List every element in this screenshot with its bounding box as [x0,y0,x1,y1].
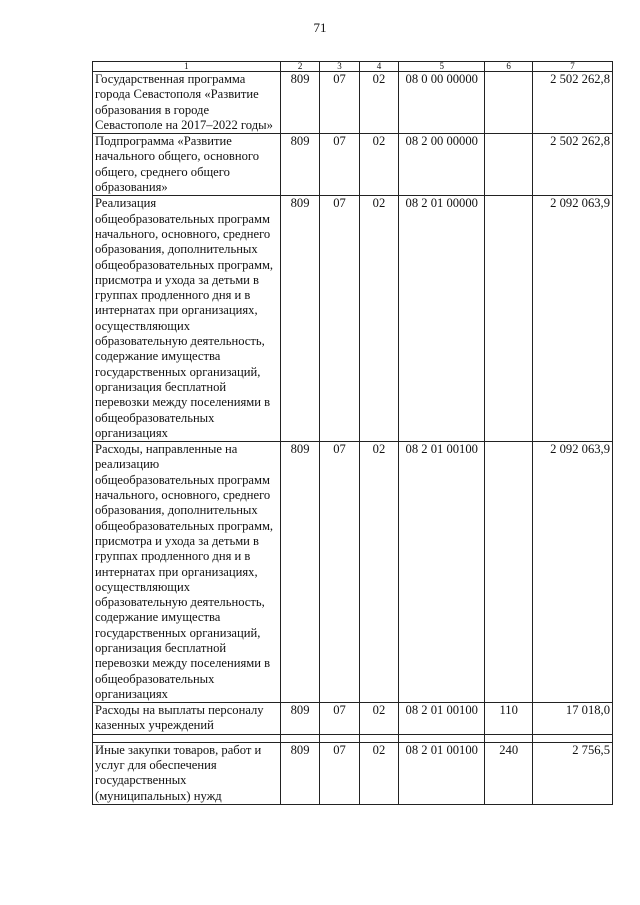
row-subsection: 02 [359,703,398,735]
row-section: 07 [320,72,359,134]
page-number: 71 [313,20,327,35]
row-section: 07 [320,742,359,804]
row-subsection: 02 [359,196,398,442]
row-amount: 2 502 262,8 [533,72,613,134]
column-header-3: 3 [320,62,359,72]
column-header-7: 7 [533,62,613,72]
row-ministry-code: 809 [280,703,319,735]
row-name: Расходы на выплаты персоналу казенных учреждений [93,703,281,735]
table-header-row [93,62,613,72]
table-row [93,134,613,196]
row-target-article: 08 2 01 00100 [399,742,485,804]
row-target-article: 08 2 01 00100 [399,442,485,703]
column-header-4: 4 [359,62,398,72]
row-amount: 2 502 262,8 [533,134,613,196]
separator-cell [485,734,533,742]
row-separator [93,734,613,742]
row-target-article: 08 2 01 00100 [399,703,485,735]
separator-cell [93,734,281,742]
row-expense-type: 240 [485,742,533,804]
table-row [93,742,613,804]
row-subsection: 02 [359,442,398,703]
row-amount: 2 756,5 [533,742,613,804]
row-subsection: 02 [359,742,398,804]
row-ministry-code: 809 [280,72,319,134]
separator-cell [280,734,319,742]
row-ministry-code: 809 [280,442,319,703]
row-section: 07 [320,442,359,703]
row-expense-type [485,134,533,196]
separator-cell [320,734,359,742]
row-expense-type: 110 [485,703,533,735]
table-row [93,196,613,442]
row-name: Подпрограмма «Развитие начального общего, основного общего, среднего общего образования» [93,134,281,196]
row-expense-type [485,442,533,703]
row-section: 07 [320,134,359,196]
row-section: 07 [320,196,359,442]
row-name: Государственная программа города Севастополя «Развитие образования в городе Севастополе на 2017–2022 годы» [93,72,281,134]
column-header-6: 6 [485,62,533,72]
row-subsection: 02 [359,134,398,196]
row-name: Иные закупки товаров, работ и услуг для обеспечения государственных (муниципальных) нужд [93,742,281,804]
row-amount: 17 018,0 [533,703,613,735]
row-section: 07 [320,703,359,735]
row-target-article: 08 2 00 00000 [399,134,485,196]
row-amount: 2 092 063,9 [533,196,613,442]
table-row [93,442,613,703]
table-row [93,72,613,134]
separator-cell [399,734,485,742]
row-subsection: 02 [359,72,398,134]
table-row [93,703,613,735]
budget-table [92,61,613,805]
column-header-2: 2 [280,62,319,72]
column-header-1: 1 [93,62,281,72]
separator-cell [359,734,398,742]
row-ministry-code: 809 [280,196,319,442]
row-name: Реализация общеобразовательных программ начального, основного, среднего образования, дополнительных общеобразовательных программ, присмотра и ухода за детьми в группах продленного дня и в интернатах при организациях, осуществляющих образовательную деятельность, содержание имущества государственных организаций, организация бесплатной перевозки между поселениями в общеобразовательных организациях [93,196,281,442]
row-expense-type [485,72,533,134]
row-expense-type [485,196,533,442]
row-ministry-code: 809 [280,742,319,804]
row-amount: 2 092 063,9 [533,442,613,703]
separator-cell [533,734,613,742]
column-header-5: 5 [399,62,485,72]
row-name: Расходы, направленные на реализацию общеобразовательных программ начального, основного, среднего образования, дополнительных общеобразовательных программ, присмотра и ухода за детьми в группах продленного дня и в интернатах при организациях, осуществляющих образовательную деятельность, содержание имущества государственных организаций, организация бесплатной перевозки между поселениями в общеобразовательных организациях [93,442,281,703]
row-ministry-code: 809 [280,134,319,196]
row-target-article: 08 2 01 00000 [399,196,485,442]
row-target-article: 08 0 00 00000 [399,72,485,134]
